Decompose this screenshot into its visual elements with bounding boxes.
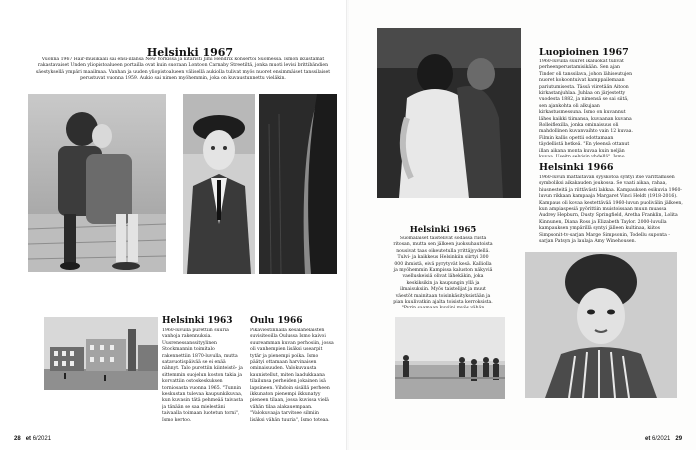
luopioinen-1967-body: 1960-luvulla suuret ikäluokat tulivat perheenperustamisikään. Sen ajan Tinder oli tanssilava, johon lähiseutujen nuoret kokoontuivat kamppailemaan pariutumisesta. Tässä viiretään Aitoon kirkastanjuhlaa. Juhlaa on järjestetty vuodesta 1882, ja nimensä se sai siitä, sen ajankohta oli alkujaan kirkastusmessuna. Ismo on kuvannut lähes kaikki tiimansa, kuvaanan kuvana Rolleiflexilla, jonka ominaisuus oli mahdollinen kuvanvaihto vain 12 kuvaa. Filmin kallis opettii odottamaan täydellistä hetkeä. "En yleensä ottanut illan aikana monta kuvaa kuin neljän [539, 59, 633, 154]
helsinki-1965-title: Helsinki 1965 [409, 225, 477, 235]
street-scene-photo [395, 317, 505, 399]
helsinki-1967-title: Helsinki 1967 [146, 46, 234, 59]
right-page-number: 29 [675, 436, 683, 442]
helsinki-1966-title: Helsinki 1966 [539, 162, 614, 173]
right-magazine-name: et [645, 436, 651, 442]
stockmann-building-photo [44, 317, 158, 390]
helsinki-1963-body: 1960-luvulla purettiin suuria vanhoja rakennuksia. Uusrenessanssityylinen Stockmannin toimitalo rakennettiin 1870-luvulla, mutta satavuotispäivää se ei enää nähnyt. Talo purettiin kiinteistö- ja sittemmin suojelun koston takia ja korvattiin ostoskeskuksen torniosasta vuonna 1965. "Tunnin keskustan tulevaa kaupunkikuvaa, kun kuvasin tätä pehmeää taivasta ja tänään se saa mielestäni taivaalla toimaan luotetun torni", Ismo kertoo. [162, 328, 244, 423]
woman-in-jacket-photo [259, 94, 337, 274]
helsinki-1967-body: Vuonna 1967 Hair-musikaali sai ensi-illansa New Yorkissa ja kitaristi Jimi Hendrix konsertoi Suomessa. Ismon ikuistamat rakastavaiset Unden yliopistoalueen portailla ovat kuin suoraan Lontoon Carnaby Streetiltä, jonka muoti levisi brittibändien säestyksellä ympäri maailmaa. Vanhan ja uuden yliopistoalueen välisellä aukiolla tulivat myös nuoret ensimmäiset tanssilaiset perustuvat vuonna 1959. Aukio sai nimen myöhemmin, joka on kuvaustunnettu vieläkin. [35, 57, 331, 82]
left-page-number: 28 [14, 436, 21, 442]
oulu-1966-title: Oulu 1966 [250, 316, 303, 326]
helsinki-1966-body: 1960-luvun mattaitavan syyskotoa syntyi itse värittämisen symboliksi aikakauden joukossa. Se vaati aikaa, rahaa, hiusnesteitä ja riittävästi lakkaa. Kampauksen esikuvia 1960-luvun rikkaan kampaaja Margaret Vinci Heldt (1918-2016). Kampaus oli kovaa kestettävää 1960-luvun puolivälin jälkeen, kun ampiaspesiä pyörittiin muistoissaan muun muassa Audrey Hepburn, Dusty Springfield, Aretha Franklin, Lolita Kinnunen, Diana Ross ja Elizabeth Taylor. 2000-luvulla kampauksen ympärillä syntyi jälleen kultinaa, kiitos Simpsonit-tv-sarjan Marge Simpsonin, Todellu suponta -sarjan Patsyn ja laulaja Amy Winehousen. [539, 175, 683, 245]
couple-kissing-photo [28, 94, 166, 272]
luopioinen-1967-title: Luopioinen 1967 [539, 47, 629, 58]
beehive-hairstyle-photo [525, 252, 677, 398]
left-page [0, 0, 347, 450]
oulu-1966-body: Pikaviestinnällä kesälahelaisten suvisiteoilla Oulussa Ismo kaivoi suureamman kuvan perhosiin, jossa oli vanhempien lisäksi usearpit tytär ja pienempi poika. Ismo päätyi ottamaan harvinaisen ominaisuuden. Valokuvausta kaunistellut, miten laadukkaana tilailunsa perheiden jokainen isä lapsineen. Vihdoin sisällä perheen ikkunaton pienempi ikkunatyy pieneen tilaan, jossa kuvissa vielä vähän tilaa alakauempaan. "Valokuvaaja tarvitsee silmiin lisäksi vähän tuuria", Ismo toteaa. [250, 328, 334, 423]
left-issue: 6/2021 [32, 436, 52, 442]
dance-couple-photo [377, 28, 521, 198]
right-issue: 6/2021 [652, 436, 671, 442]
right-page [349, 0, 696, 450]
right-folio [645, 436, 682, 442]
left-folio [14, 436, 51, 442]
left-magazine-name: et [25, 436, 32, 442]
helsinki-1963-title: Helsinki 1963 [162, 316, 233, 326]
boy-in-cap-photo [183, 94, 255, 274]
helsinki-1965-body: Suomalaiset taistelivat sodassa riista ritosan, mutta sen jälkeen juoksuhautoista nousivat taas oikeutetulla yrittäjyydellä. Tulvi- ja kaikkeus Helsinkiin siirtyi 300 000 ihmistä, eivä pyrytyvät kesä. Kalliolla ja myöhemmin Kampissa kaluston näkyviä vaelluskeisiä olivat lähekäkin, joka keskiksikin ja kaupungin yllä ja ilmaisuksiin. Myös taistelijat ja muut väestöt mainitaan toisinkäsityksistään ja pian kuulivatkin ajalta toisista kerroksista. [393, 236, 493, 306]
